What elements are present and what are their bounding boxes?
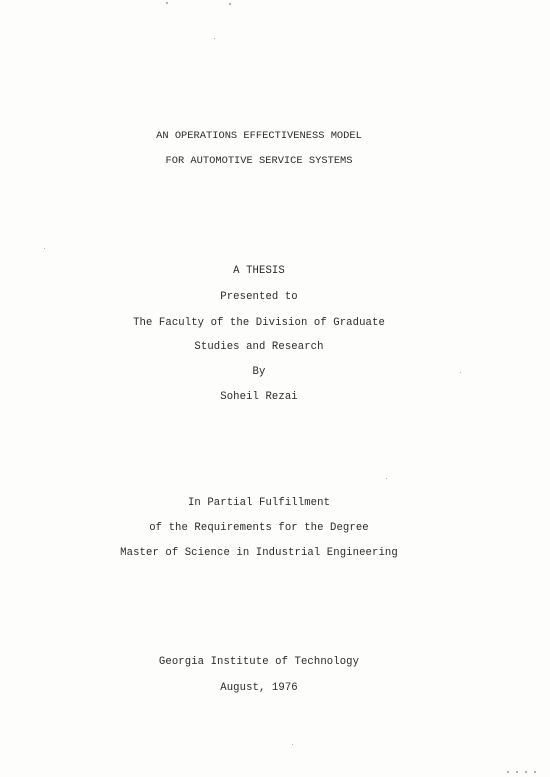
fulfillment-line-1: In Partial Fulfillment [187,497,331,509]
scan-speck [386,478,387,479]
scan-speck [292,744,293,745]
scan-speck [460,372,461,373]
faculty-line-1: The Faculty of the Division of Graduate [133,317,385,329]
scan-speck [516,771,518,773]
scan-speck [229,3,231,5]
scan-speck [44,248,45,249]
thesis-label: A THESIS [233,265,285,277]
fulfillment-line-2: of the Requirements for the Degree [149,522,369,534]
by-label: By [252,366,266,378]
thesis-title-line-2: FOR AUTOMOTIVE SERVICE SYSTEMS [165,155,353,167]
scan-speck [507,771,509,773]
author-name: Soheil Rezai [220,391,298,403]
thesis-date: August, 1976 [220,682,298,694]
thesis-title-line-1: AN OPERATIONS EFFECTIVENESS MODEL [156,130,362,142]
faculty-line-2: Studies and Research [194,341,324,353]
scan-speck [214,38,215,39]
scan-speck [525,771,527,773]
scan-speck [534,771,536,773]
scan-speck [166,2,168,4]
degree-name: Master of Science in Industrial Engineering [120,547,398,559]
institution-name: Georgia Institute of Technology [158,656,360,668]
presented-to-label: Presented to [220,291,298,303]
